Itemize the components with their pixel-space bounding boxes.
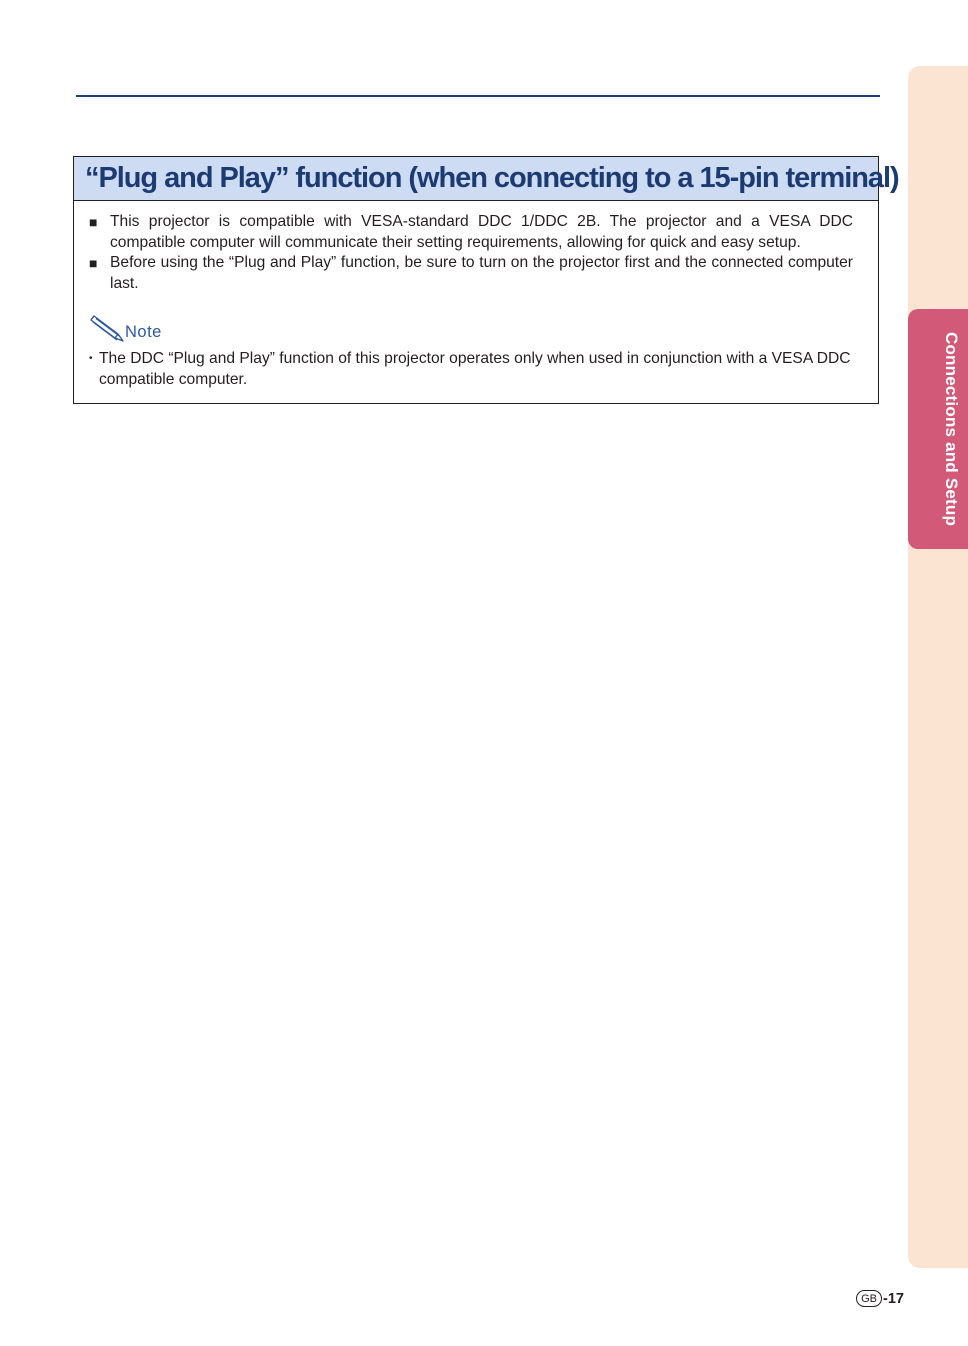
- bullet-list: [89, 212, 853, 294]
- top-rule: [76, 95, 880, 97]
- pencil-icon: [90, 313, 128, 343]
- bullet-text: Before using the “Plug and Play” function, be sure to turn on the projector first and the connected computer last.: [110, 254, 853, 292]
- square-bullet-icon: ■: [89, 255, 98, 271]
- page-number-text: -17: [883, 1290, 904, 1307]
- dot-bullet-icon: •: [89, 353, 93, 364]
- note-header: [89, 315, 853, 343]
- note-text: The DDC “Plug and Play” function of this projector operates only when used in conjunction with a VESA DDC compatible computer.: [99, 350, 851, 388]
- page-number: [856, 1290, 904, 1307]
- section-header: [74, 157, 899, 201]
- note-list: [89, 349, 853, 390]
- list-item: [89, 253, 853, 294]
- list-item: [89, 349, 853, 390]
- square-bullet-icon: ■: [89, 214, 98, 230]
- list-item: [89, 212, 853, 253]
- note-label: Note: [125, 323, 162, 341]
- region-badge: GB: [856, 1290, 882, 1307]
- side-tab-background: [908, 66, 968, 1268]
- plug-and-play-section: [73, 156, 899, 404]
- side-tab-label[interactable]: Connections and Setup: [942, 331, 961, 527]
- bullet-text: This projector is compatible with VESA-standard DDC 1/DDC 2B. The projector and a VESA DDC compatible computer will communicate their setting requirements, allowing for quick and easy setup.: [110, 213, 853, 251]
- section-title: “Plug and Play” function (when connecting to a 15-pin terminal): [85, 162, 899, 194]
- section-body: [74, 201, 878, 390]
